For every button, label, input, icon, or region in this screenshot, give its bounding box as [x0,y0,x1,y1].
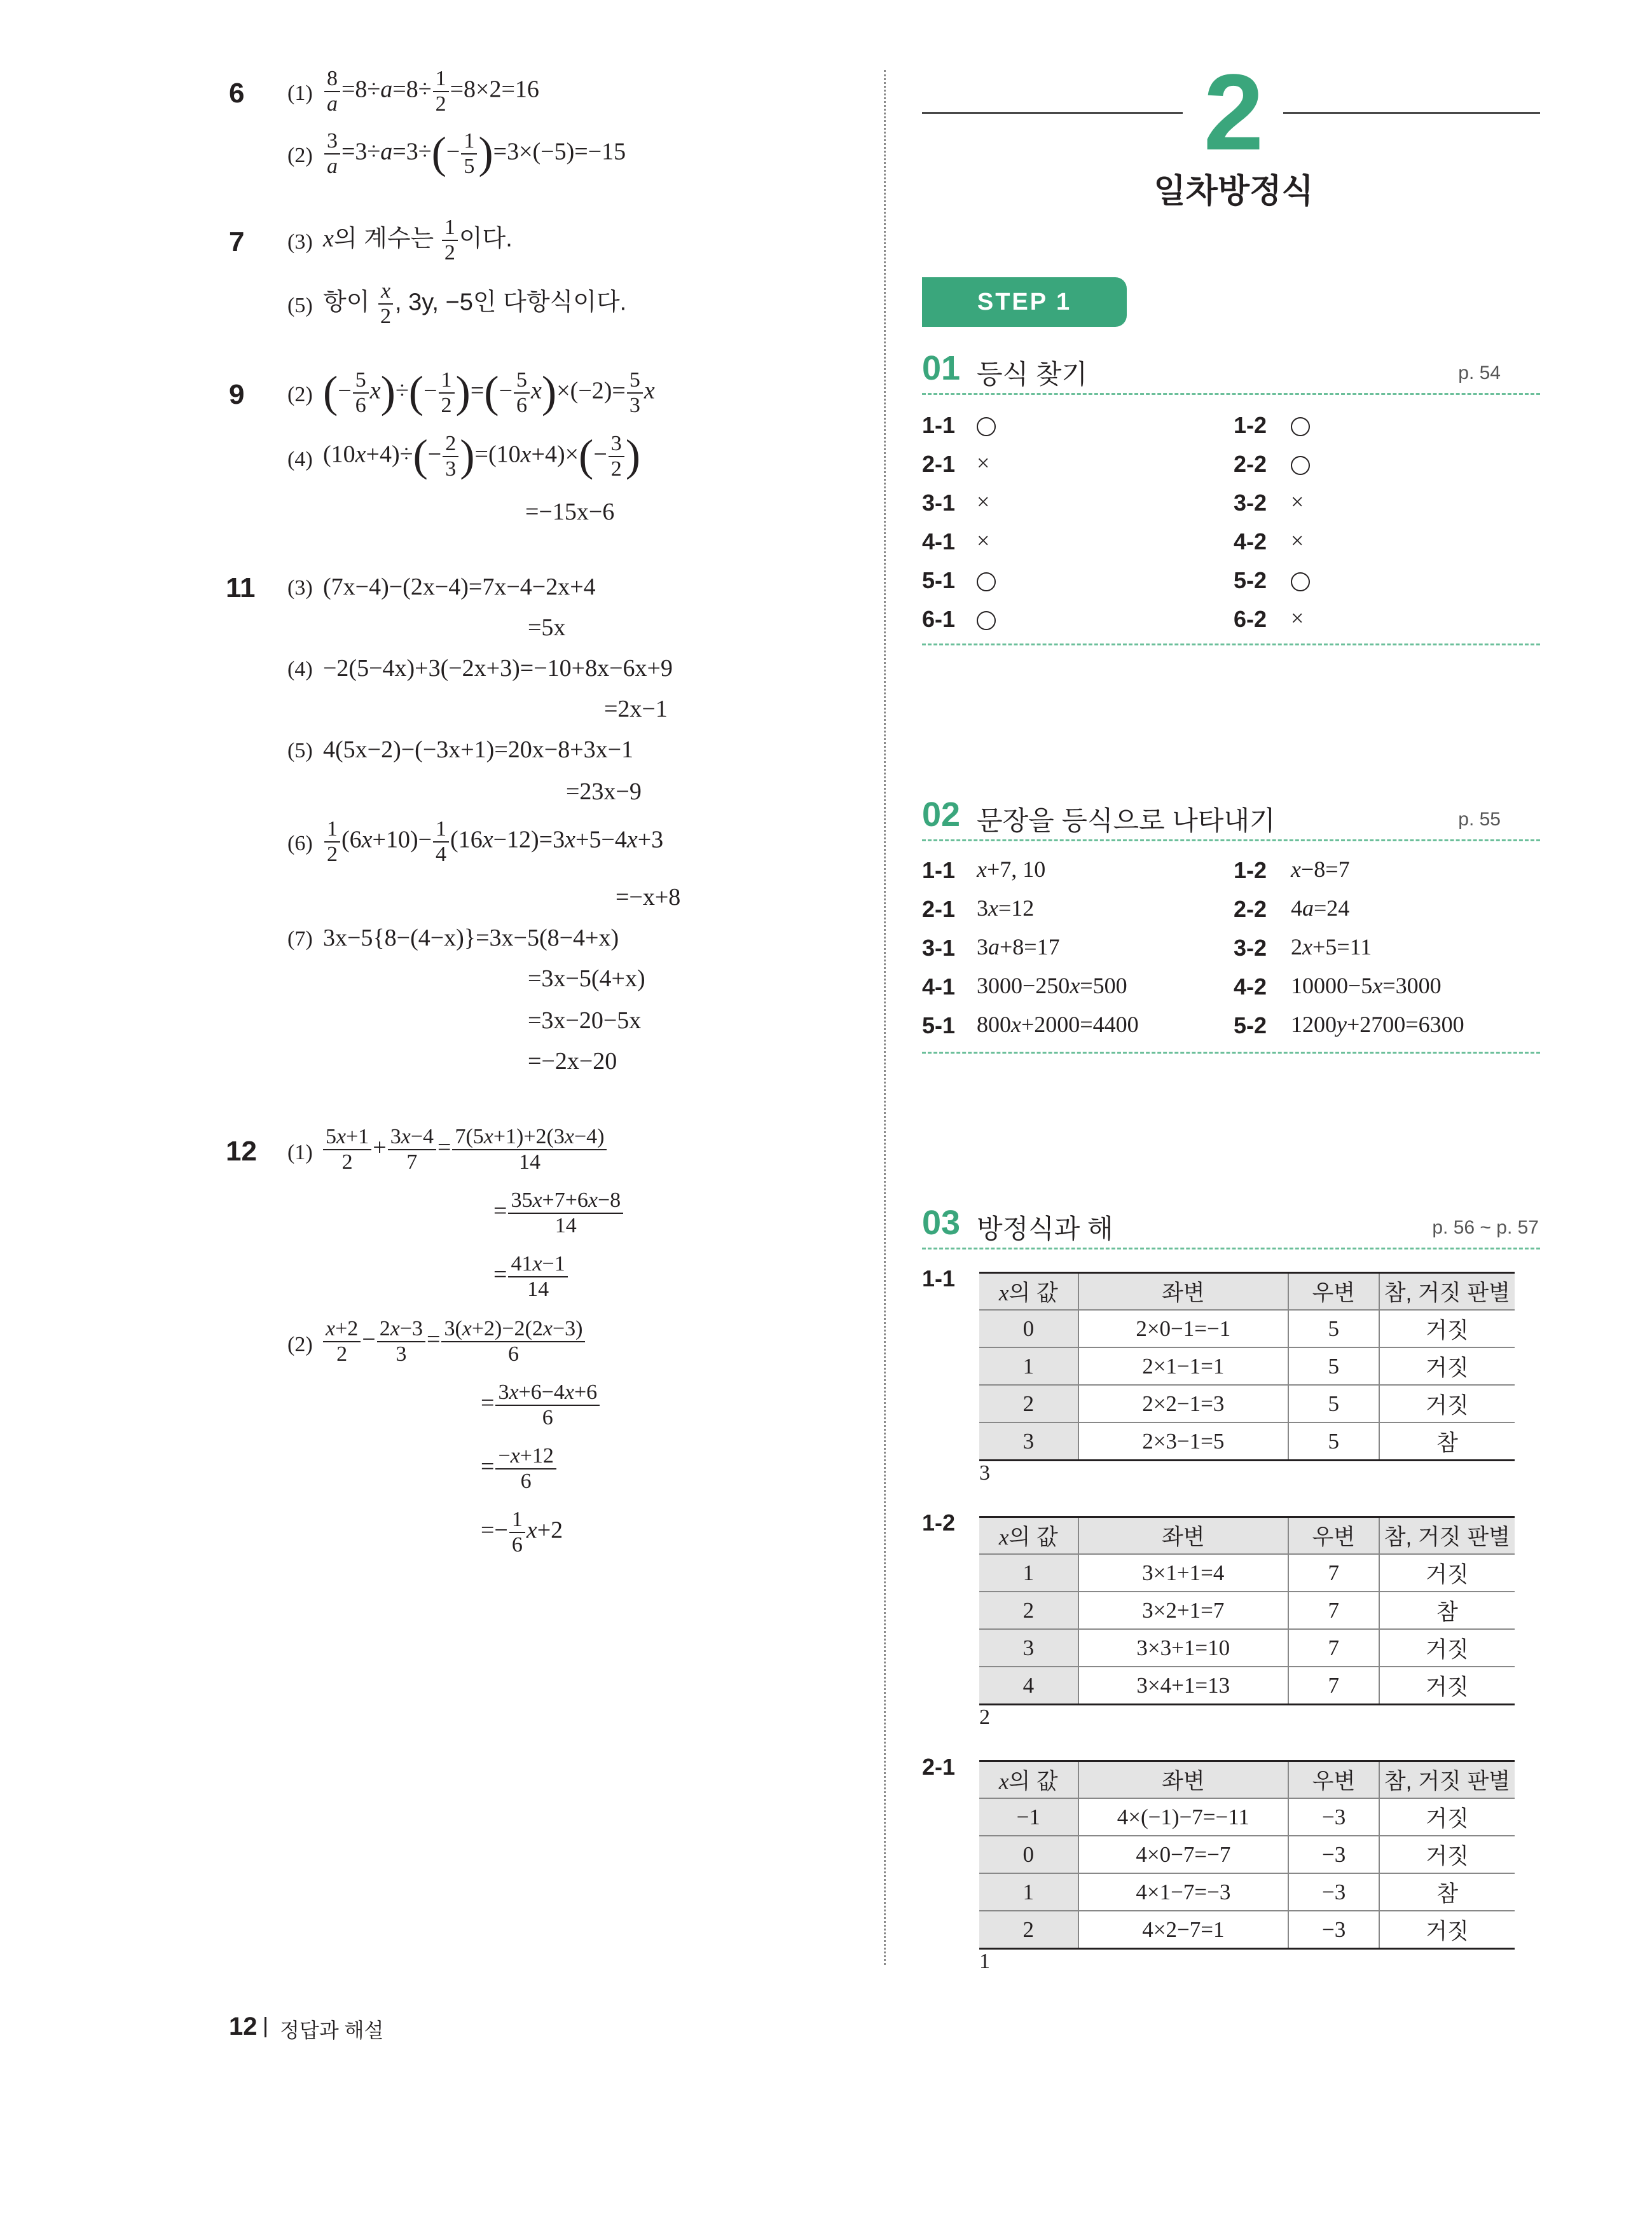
page-number: 12 [229,2013,258,2041]
equation: = $\frac{-x+12}{6}$ [481,1445,558,1492]
table-cell: 0 [979,1310,1078,1347]
value-table [979,1760,1515,1950]
step-badge: STEP 1 [922,277,1127,327]
table-cell: 3 [979,1422,1078,1461]
answer-value: 3x=12 [977,895,1035,921]
table-cell: 2 [979,1385,1078,1422]
answer-value [977,411,996,437]
equation: $\frac{5x+1}{2}$ + $\frac{3x-4}{7}$ = $\frac{7(5x+1)+2(3x-4)}{14}$ [322,1125,608,1173]
table-header: 참, 거짓 판별 [1379,1273,1515,1311]
table-cell: 5 [1288,1310,1379,1347]
table-cell: 5 [1288,1385,1379,1422]
equation: =2x−1 [604,696,668,722]
answer-label: 5-1 [922,567,956,593]
equation: =−x+8 [616,884,681,911]
table-cell: 거짓 [1379,1911,1515,1949]
table-cell: −3 [1288,1911,1379,1949]
equation: $\frac{1}{2}$ (6x+10)− $\frac{1}{4}$ (16x−12)=3x+5−4x+3 [323,818,663,865]
answer-label: 5-2 [1234,1012,1267,1038]
sub-label: (1) [287,81,313,105]
answer-label: 6-2 [1234,606,1267,632]
table-cell: 2 [979,1592,1078,1629]
equation: =− $\frac{1}{6}$ x+2 [481,1508,563,1557]
problem-number: 12 [226,1136,257,1167]
answer-value [977,605,996,631]
sub-label: (6) [287,832,313,855]
table-cell: 참 [1379,1873,1515,1911]
answer-value [977,566,996,593]
equation: 4(5x−2)−(−3x+1)=20x−8+3x−1 [323,736,634,763]
equation: $\frac{3}{a}$ =3÷a=3÷(− $\frac{1}{5}$ )=3×(−5)=−15 [323,130,626,177]
answer-value: 800x+2000=4400 [977,1012,1139,1037]
equation: = $\frac{35x+7+6x-8}{14}$ [493,1189,624,1237]
answer-value [1291,450,1310,476]
page-ref: p. 55 [1458,809,1501,830]
answer-label: 3-1 [922,490,956,516]
table-cell: 7 [1288,1667,1379,1705]
table-header: 우변 [1288,1273,1379,1311]
sub-label: (2) [287,1333,313,1356]
sub-label: (5) [287,294,313,317]
section-title: 등식 찾기 [977,359,1087,389]
table-row [979,1798,1515,1836]
table-cell: 7 [1288,1592,1379,1629]
table-cell: −3 [1288,1836,1379,1873]
table-cell: 4×1−7=−3 [1078,1873,1289,1911]
sub-label: (4) [287,657,313,681]
table-cell: 7 [1288,1629,1379,1667]
table-cell: 3×2+1=7 [1078,1592,1288,1629]
column-divider [884,70,886,1965]
circle-mark [977,572,996,591]
dashed-rule [922,393,1540,395]
equation: = $\frac{41x-1}{14}$ [493,1253,569,1300]
dashed-rule [922,1248,1540,1249]
table-cell: −3 [1288,1873,1379,1911]
section-title: 방정식과 해 [977,1214,1113,1244]
answer-value: x−8=7 [1291,857,1350,882]
table-row [979,1592,1515,1629]
value-table [979,1516,1515,1705]
answer-label: 3-2 [1234,490,1267,516]
table-cell: 3×1+1=4 [1078,1554,1288,1592]
table-row [979,1836,1515,1873]
table-cell: 1 [979,1347,1078,1385]
table-row [979,1554,1515,1592]
problem-number: 9 [229,379,245,410]
chapter-number: 2 [1203,52,1264,173]
table-cell: 3 [979,1629,1078,1667]
answer-value: × [1291,528,1304,553]
circle-mark [977,611,996,630]
answer-label: 4-2 [1234,528,1267,554]
answer-label: 4-1 [922,528,956,554]
table-answer: 1 [979,1950,990,1973]
problem-number: 7 [229,226,245,258]
table-label: 1-1 [922,1265,956,1291]
answer-value: 10000−5x=3000 [1291,973,1442,998]
table-row [979,1422,1515,1461]
answer-value: 4a=24 [1291,895,1350,921]
sub-label: (5) [287,739,313,762]
table-cell: 5 [1288,1347,1379,1385]
table-row [979,1873,1515,1911]
table-cell: 3×4+1=13 [1078,1667,1288,1705]
table-cell: 거짓 [1379,1667,1515,1705]
equation: $\frac{x+2}{2}$ − $\frac{2x-3}{3}$ = $\frac{3(x+2)-2(2x-3)}{6}$ [322,1318,586,1365]
statement: x의 계수는 $\frac{1}{2}$ 이다. [323,216,513,265]
chapter-rule [922,112,1183,114]
equation: (− $\frac{5}{6}$ x)÷(− $\frac{1}{2}$ )=(− $\frac{5}{6}$ x)×(−2)= $\frac{5}{3}$ x [323,368,655,417]
section-title: 문장을 등식으로 나타내기 [977,806,1276,836]
sub-label: (4) [287,448,313,471]
answer-label: 1-2 [1234,412,1267,438]
answer-label: 2-1 [922,451,956,477]
table-row [979,1911,1515,1949]
answer-label: 2-1 [922,896,956,922]
table-row [979,1667,1515,1705]
equation: 3x−5{8−(4−x)}=3x−5(8−4+x) [323,925,619,951]
equation: =−15x−6 [525,499,615,525]
equation: = $\frac{3x+6-4x+6}{6}$ [481,1381,601,1429]
table-cell: 5 [1288,1422,1379,1461]
table-cell: 참 [1379,1422,1515,1461]
table-header: 우변 [1288,1517,1379,1555]
answer-label: 3-2 [1234,935,1267,961]
table-cell: 거짓 [1379,1554,1515,1592]
answer-value: × [977,528,990,553]
table-cell: −1 [979,1798,1078,1836]
dashed-rule [922,839,1540,841]
answer-label: 6-1 [922,606,956,632]
equation: (7x−4)−(2x−4)=7x−4−2x+4 [323,574,596,600]
table-cell: 4×0−7=−7 [1078,1836,1289,1873]
answer-label: 1-1 [922,857,956,883]
table-cell: 4 [979,1667,1078,1705]
table-header: 좌변 [1078,1517,1288,1555]
answer-label: 5-1 [922,1012,956,1038]
table-header: 우변 [1288,1761,1379,1799]
table-cell: 거짓 [1379,1310,1515,1347]
table-row [979,1347,1515,1385]
section-number: 03 [922,1204,961,1242]
table-answer: 2 [979,1705,990,1729]
table-cell: 거짓 [1379,1347,1515,1385]
table-header: 좌변 [1078,1273,1288,1311]
equation: =23x−9 [566,778,642,805]
table-header: 참, 거짓 판별 [1379,1761,1515,1799]
equation: =3x−20−5x [528,1007,642,1034]
table-cell: 거짓 [1379,1798,1515,1836]
answer-value: 2x+5=11 [1291,934,1372,960]
equation: =−2x−20 [528,1048,617,1075]
answer-label: 1-2 [1234,857,1267,883]
circle-mark [977,417,996,436]
table-header: x의 값 [979,1761,1078,1799]
equation: =3x−5(4+x) [528,965,645,992]
table-label: 2-1 [922,1754,956,1780]
table-cell: 2×0−1=−1 [1078,1310,1288,1347]
statement: 항이 $\frac{x}{2}$ , 3y, −5인 다항식이다. [323,279,627,328]
problem-number: 11 [226,572,256,603]
answer-label: 2-2 [1234,451,1267,477]
value-table [979,1272,1515,1461]
answer-label: 4-1 [922,974,956,1000]
table-cell: 1 [979,1554,1078,1592]
chapter-title: 일차방정식 [1153,173,1314,210]
table-cell: 4×(−1)−7=−11 [1078,1798,1289,1836]
table-cell: 2×3−1=5 [1078,1422,1288,1461]
table-row [979,1385,1515,1422]
sub-label: (2) [287,383,313,406]
problem-number: 6 [229,78,245,109]
answer-value [1291,566,1310,593]
sub-label: (7) [287,927,313,951]
footer-divider [265,2017,266,2037]
answer-value: × [977,489,990,514]
chapter-rule [1283,112,1540,114]
dashed-rule [922,1052,1540,1054]
answer-value: 3a+8=17 [977,934,1060,960]
table-cell: 참 [1379,1592,1515,1629]
answer-value: × [1291,605,1304,631]
answer-label: 1-1 [922,412,956,438]
circle-mark [1291,417,1310,436]
table-cell: 0 [979,1836,1078,1873]
table-cell: 2 [979,1911,1078,1949]
table-row [979,1310,1515,1347]
sub-label: (2) [287,144,313,167]
table-cell: 2×1−1=1 [1078,1347,1288,1385]
table-cell: 3×3+1=10 [1078,1629,1288,1667]
page-ref: p. 56 ~ p. 57 [1432,1217,1539,1238]
answer-value: 1200y+2700=6300 [1291,1012,1464,1037]
section-number: 01 [922,349,961,387]
table-cell: 4×2−7=1 [1078,1911,1289,1949]
page-ref: p. 54 [1458,362,1501,383]
table-cell: 2×2−1=3 [1078,1385,1288,1422]
circle-mark [1291,572,1310,591]
table-answer: 3 [979,1461,990,1485]
answer-value [1291,411,1310,437]
table-cell: 7 [1288,1554,1379,1592]
equation: −2(5−4x)+3(−2x+3)=−10+8x−6x+9 [323,655,673,682]
table-header: x의 값 [979,1273,1078,1311]
answer-label: 2-2 [1234,896,1267,922]
table-header: x의 값 [979,1517,1078,1555]
answer-label: 5-2 [1234,567,1267,593]
table-cell: 거짓 [1379,1629,1515,1667]
equation: =5x [528,614,566,641]
equation: $\frac{8}{a}$ =8÷a=8÷ $\frac{1}{2}$ =8×2=16 [323,67,539,115]
answer-value: × [1291,489,1304,514]
sub-label: (3) [287,576,313,600]
table-cell: 거짓 [1379,1385,1515,1422]
table-cell: −3 [1288,1798,1379,1836]
circle-mark [1291,456,1310,475]
answer-value: × [977,450,990,476]
table-cell: 거짓 [1379,1836,1515,1873]
answer-label: 4-2 [1234,974,1267,1000]
table-header: 참, 거짓 판별 [1379,1517,1515,1555]
dashed-rule [922,644,1540,645]
equation: (10x+4)÷(− $\frac{2}{3}$ )=(10x+4)×(− $\frac{3}{2}$ ) [323,431,641,481]
sub-label: (1) [287,1141,313,1164]
table-label: 1-2 [922,1510,956,1536]
table-row [979,1629,1515,1667]
answer-label: 3-1 [922,935,956,961]
footer-text: 정답과 해설 [280,2019,384,2042]
answer-value: x+7, 10 [977,857,1046,882]
table-header: 좌변 [1078,1761,1289,1799]
sub-label: (3) [287,230,313,254]
table-cell: 1 [979,1873,1078,1911]
section-number: 02 [922,795,961,834]
answer-value: 3000−250x=500 [977,973,1127,998]
